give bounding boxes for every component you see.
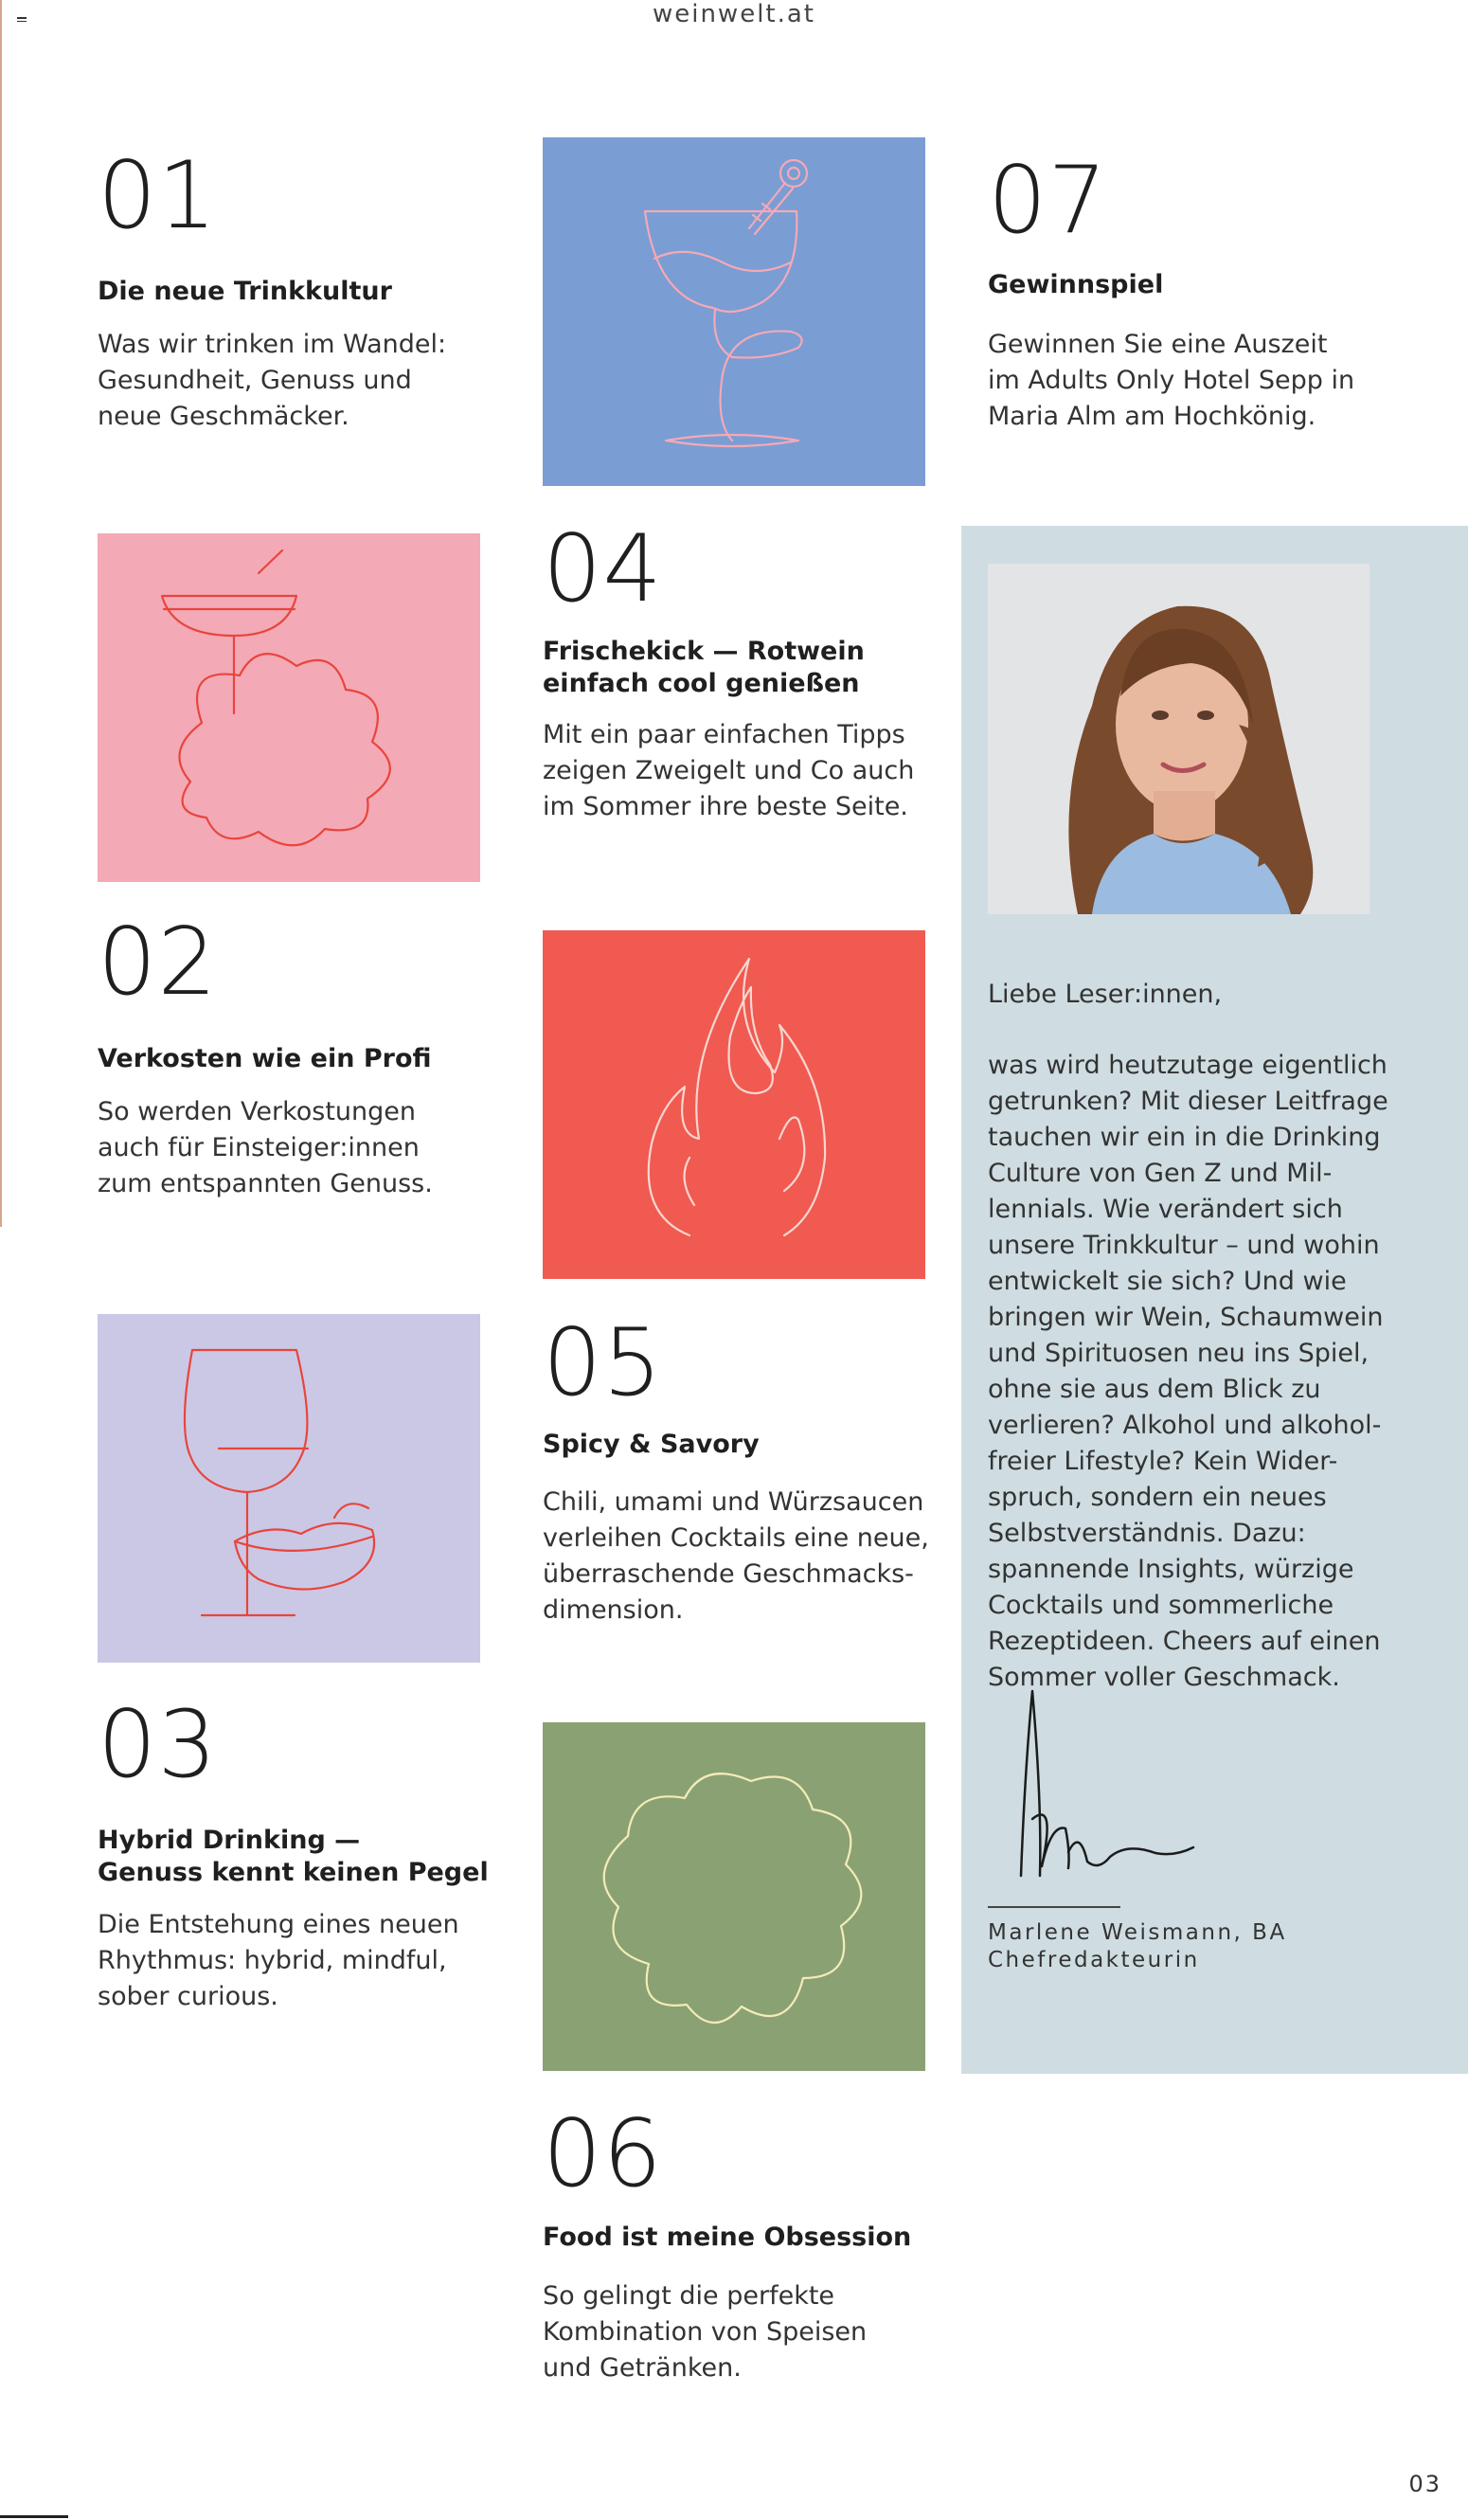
item-04-description: Mit ein paar einfachen Tipps zeigen Zweigelt und Co auch im Sommer ihre beste Seite. <box>543 720 915 821</box>
red-illustration-tile <box>543 930 925 1279</box>
item-06-description: So gelingt die perfekte Kombination von Speisen und Getränken. <box>543 2281 868 2383</box>
item-04-title[interactable]: Frischekick — Rotwein einfach cool genießen <box>543 637 865 698</box>
letter-line: Sommer voller Geschmack. <box>988 1663 1340 1692</box>
letter-line: freier Lifestyle? Kein Wider- <box>988 1447 1338 1476</box>
handwritten-signature <box>1013 1686 1203 1885</box>
letter-body <box>988 1048 1433 1696</box>
letter-line: tauchen wir ein in die Drinking <box>988 1123 1381 1152</box>
letter-line: Selbstverständnis. Dazu: <box>988 1519 1306 1548</box>
letter-line: Rezeptideen. Cheers auf einen <box>988 1627 1381 1656</box>
letter-line: entwickelt sie sich? Und wie <box>988 1267 1347 1296</box>
lavender-illustration-tile <box>98 1314 480 1663</box>
letter-line: ohne sie aus dem Blick zu <box>988 1375 1321 1404</box>
item-02-description: So werden Verkostungen auch für Einsteiger:innen zum entspannten Genuss. <box>98 1097 433 1198</box>
green-illustration-tile <box>543 1722 925 2071</box>
item-01-description: Was wir trinken im Wandel: Gesundheit, Genuss und neue Geschmäcker. <box>98 330 447 431</box>
coupe-glass-cloud-icon <box>98 533 480 882</box>
letter-greeting: Liebe Leser:innen, <box>988 980 1223 1009</box>
letter-line: lennials. Wie verändert sich <box>988 1195 1343 1224</box>
letter-line: Cocktails und sommerliche <box>988 1591 1334 1620</box>
letter-line: bringen wir Wein, Schaumwein <box>988 1303 1384 1332</box>
letter-line: verlieren? Alkohol und alkohol- <box>988 1411 1382 1440</box>
item-03-description: Die Entstehung eines neuen Rhythmus: hybrid, mindful, sober curious. <box>98 1910 459 2011</box>
blue-illustration-tile <box>543 137 925 486</box>
item-07-description: Gewinnen Sie eine Auszeit im Adults Only Hotel Sepp in Maria Alm am Hochkönig. <box>988 330 1355 431</box>
item-04-number: 04 <box>543 515 663 623</box>
author-name: Marlene Weismann, BA <box>988 1920 1287 1945</box>
item-03-title[interactable]: Hybrid Drinking — Genuss kennt keinen Pegel <box>98 1826 489 1887</box>
wine-glass-lips-icon <box>98 1314 480 1663</box>
letter-line: spruch, sondern ein neues <box>988 1483 1327 1512</box>
item-02-title[interactable]: Verkosten wie ein Profi <box>98 1044 432 1073</box>
author-role: Chefredakteurin <box>988 1948 1200 1972</box>
item-01-number: 01 <box>98 142 218 250</box>
letter-line: getrunken? Mit dieser Leitfrage <box>988 1087 1388 1116</box>
flower-outline-icon <box>543 1722 925 2071</box>
editor-portrait <box>988 564 1370 914</box>
item-05-number: 05 <box>543 1309 663 1417</box>
item-06-number: 06 <box>543 2100 663 2208</box>
item-07-number: 07 <box>988 147 1108 255</box>
item-06-title[interactable]: Food ist meine Obsession <box>543 2223 912 2252</box>
flame-icon <box>543 930 925 1279</box>
item-07-title[interactable]: Gewinnspiel <box>988 270 1164 299</box>
letter-line: und Spirituosen neu ins Spiel, <box>988 1339 1370 1368</box>
pink-illustration-tile <box>98 533 480 882</box>
page-number: 03 <box>1408 2471 1441 2497</box>
item-05-description: Chili, umami und Würzsaucen verleihen Cocktails eine neue, überraschende Geschmacks- dimension. <box>543 1487 929 1625</box>
letter-line: was wird heutzutage eigentlich <box>988 1051 1387 1080</box>
cocktail-glass-thermometer-icon <box>543 137 925 486</box>
page-edge-line <box>0 0 2 1227</box>
site-name: weinwelt.at <box>652 0 816 28</box>
item-01-title[interactable]: Die neue Trinkkultur <box>98 277 392 306</box>
letter-line: Culture von Gen Z und Mil- <box>988 1159 1333 1188</box>
letter-line: unsere Trinkkultur – und wohin <box>988 1231 1380 1260</box>
letter-line: spannende Insights, würzige <box>988 1555 1354 1584</box>
item-05-title[interactable]: Spicy & Savory <box>543 1430 760 1459</box>
item-03-number: 03 <box>98 1691 218 1799</box>
signature-line <box>988 1906 1120 1908</box>
bottom-edge-mark <box>0 2515 68 2518</box>
item-02-number: 02 <box>98 909 218 1017</box>
